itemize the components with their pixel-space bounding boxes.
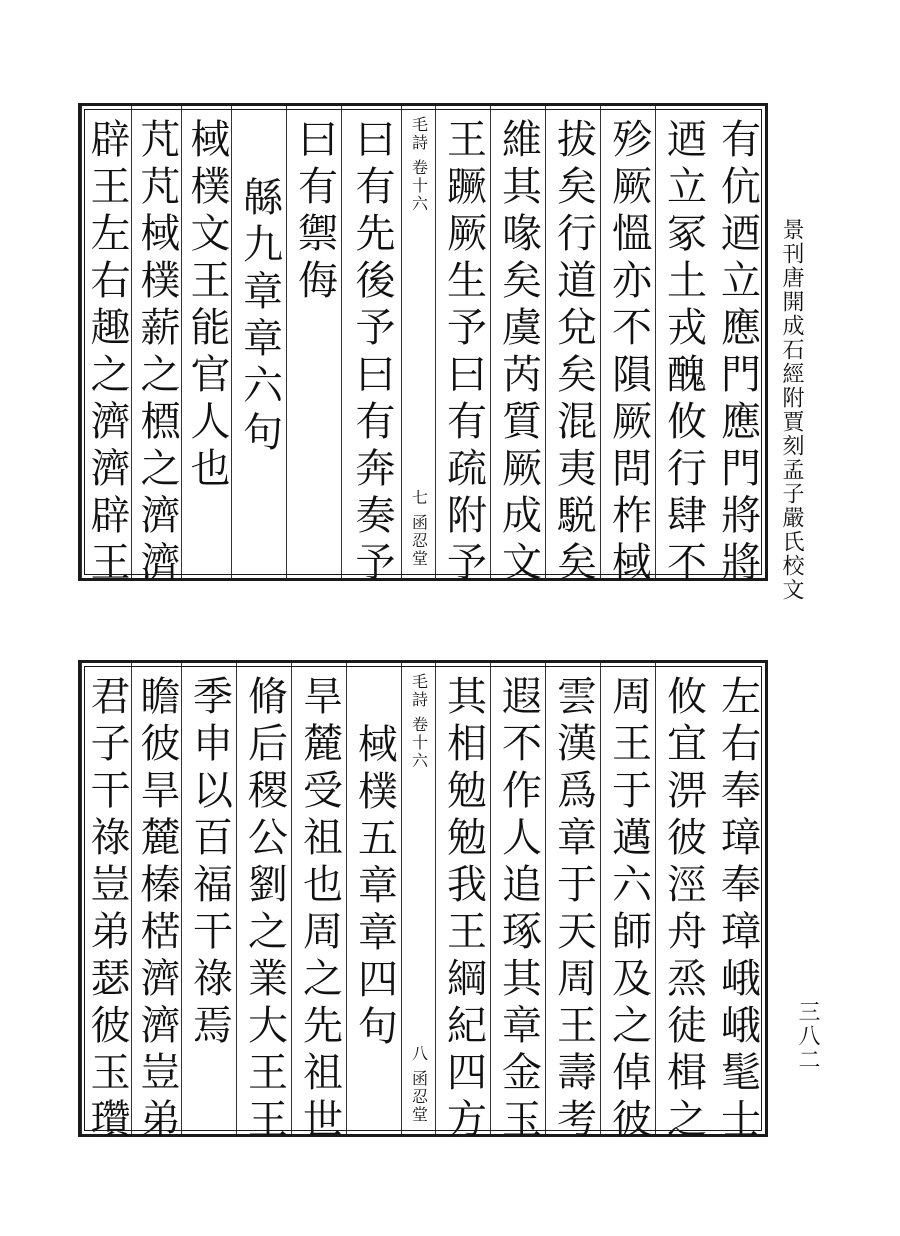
column-text: 維其喙矣虞芮質厥成文 — [495, 118, 542, 588]
fold-column — [401, 106, 436, 578]
text-column — [181, 106, 232, 578]
text-column — [490, 106, 546, 588]
text-column — [236, 663, 292, 1145]
text-column — [710, 663, 765, 1145]
page-panel-top — [78, 103, 768, 588]
column-text: 有伉迺立應門應門將將 — [714, 118, 761, 588]
text-column — [181, 663, 237, 1134]
column-text: 周王于邁六師及之倬彼 — [605, 675, 652, 1145]
text-column — [231, 106, 287, 578]
column-text: 季申以百福干祿焉 — [186, 675, 233, 1051]
column-text: 棫樸文王能官人也 — [184, 118, 230, 494]
fold-header: 毛詩 卷十六 — [409, 673, 429, 771]
text-column — [655, 106, 711, 588]
column-text: 旱麓受祖也周之先祖世 — [296, 675, 343, 1145]
text-column — [655, 663, 711, 1145]
page-panel-bottom — [78, 660, 768, 1145]
text-column — [291, 663, 347, 1145]
column-text: 辟王左右趣之濟濟辟王 — [84, 118, 130, 588]
column-text: 緜九章章六句 — [236, 176, 283, 458]
text-column — [490, 663, 546, 1145]
column-text: 君子干祿豈弟瑟彼玉瓚 — [84, 675, 130, 1145]
text-column — [545, 663, 601, 1145]
text-column — [131, 106, 182, 588]
column-text: 曰有先後予曰有奔奏予 — [349, 118, 395, 588]
column-text: 曰有禦侮 — [291, 118, 338, 306]
text-column — [81, 106, 132, 588]
column-text: 其相勉勉我王綱紀四方 — [440, 675, 487, 1145]
text-column — [435, 663, 491, 1145]
text-column — [545, 106, 601, 588]
book-title: 景刊唐開成石經附賈刻孟子嚴氏校文 — [779, 218, 804, 602]
page-number: 三八二 — [795, 1000, 820, 1072]
column-text: 拔矣行道兌矣混夷駾矣 — [550, 118, 597, 588]
text-column — [341, 106, 402, 588]
column-text: 王蹶厥生予曰有疏附予 — [440, 118, 487, 588]
column-text: 雲漢爲章于天周王壽考 — [550, 675, 597, 1145]
column-text: 棫樸五章章四句 — [351, 723, 398, 1052]
fold-footer: 七 函忍堂 — [409, 488, 429, 568]
text-column — [600, 663, 656, 1145]
column-text: 瞻彼旱麓榛楛濟濟豈弟 — [134, 675, 180, 1145]
fold-footer: 八 函忍堂 — [409, 1044, 429, 1124]
column-text: 攸宜淠彼涇舟烝徒楫之 — [660, 675, 707, 1145]
column-text: 芃芃棫樸薪之槱之濟濟 — [134, 118, 180, 588]
column-text: 遐不作人追琢其章金玉 — [495, 675, 542, 1145]
fold-column — [401, 663, 436, 1134]
text-column — [346, 663, 402, 1134]
fold-header: 毛詩 卷十六 — [409, 116, 429, 214]
text-column — [81, 663, 132, 1145]
text-column — [286, 106, 342, 578]
column-text: 殄厥慍亦不隕厥問柞棫 — [605, 118, 652, 588]
column-text: 迺立冢土戎醜攸行肆不 — [660, 118, 707, 588]
text-column — [600, 106, 656, 588]
text-column — [710, 106, 765, 588]
text-column — [435, 106, 491, 588]
column-text: 左右奉璋奉璋峨峨髦士 — [714, 675, 761, 1145]
text-column — [131, 663, 182, 1145]
column-text: 脩后稷公劉之業大王王 — [241, 675, 288, 1145]
